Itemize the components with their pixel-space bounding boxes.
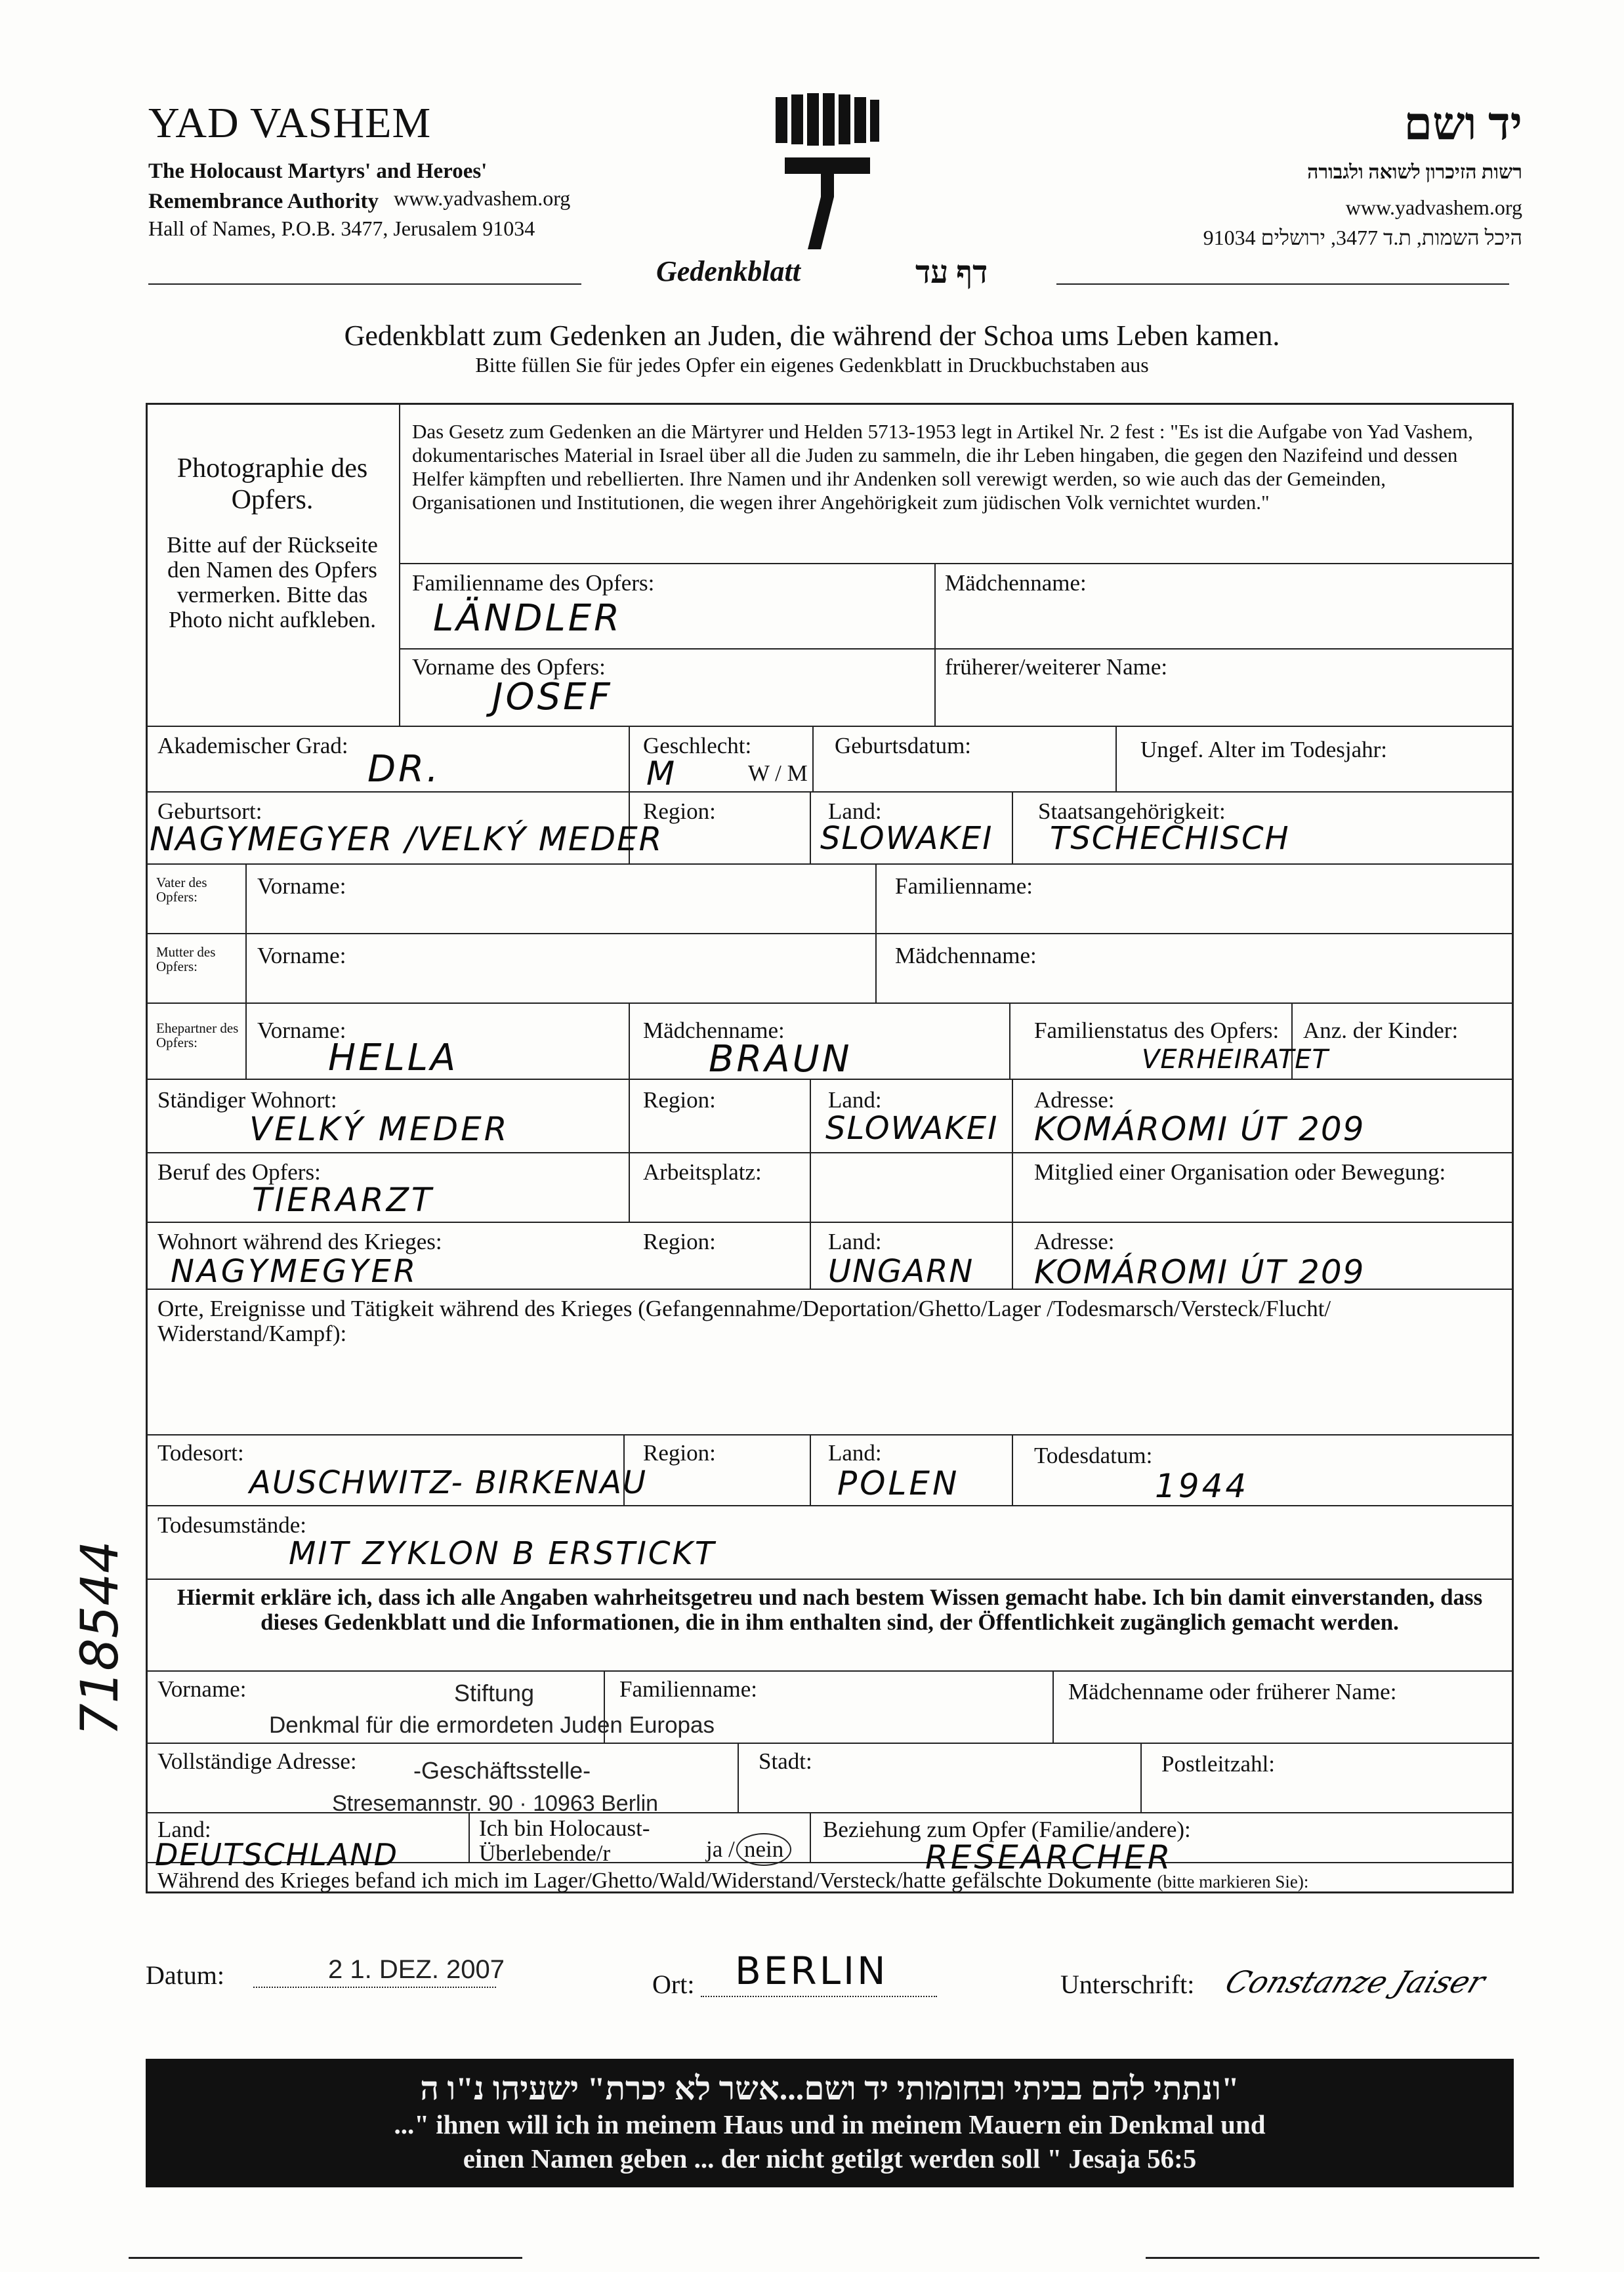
father-family-label: Familienname:	[895, 873, 1033, 899]
yad-vashem-logo-icon	[772, 92, 883, 256]
submitter-address-label: Vollständige Adresse:	[157, 1748, 357, 1774]
header-rule-right	[1056, 283, 1509, 285]
gender-label: Geschlecht:	[643, 733, 752, 758]
banner-line2: einen Namen geben ... der nicht getilgt werden soll " Jesaja 56:5	[463, 2143, 1197, 2174]
war-residence-value[interactable]: NAGYMEGYER	[171, 1253, 419, 1290]
relation-label: Beziehung zum Opfer (Familie/andere):	[823, 1817, 1191, 1842]
first-name-label: Vorname des Opfers:	[412, 654, 606, 680]
academic-label: Akademischer Grad:	[157, 733, 348, 758]
stamp-line4: Stresemannstr. 90 · 10963 Berlin	[332, 1791, 659, 1816]
form-title-hebrew: דף עד	[915, 255, 988, 290]
mother-label: Mutter des Opfers:	[156, 944, 216, 974]
residence-country-label: Land:	[828, 1087, 882, 1113]
death-date-value[interactable]: 1944	[1155, 1467, 1249, 1505]
war-residence-label: Wohnort während des Krieges:	[157, 1229, 442, 1254]
gender-options: W / M	[748, 760, 808, 786]
war-address-label: Adresse:	[1034, 1229, 1115, 1254]
header-rule-left	[148, 283, 581, 285]
father-label: Vater des Opfers:	[156, 875, 207, 905]
citizenship-value[interactable]: TSCHECHISCH	[1050, 820, 1290, 857]
mother-first-label: Vorname:	[257, 943, 346, 968]
death-country-label: Land:	[828, 1440, 882, 1466]
stamp-line2: Denkmal für die ermordeten Juden Europas	[269, 1712, 715, 1738]
citizenship-label: Staatsangehörigkeit:	[1038, 798, 1226, 824]
footer-rule-left	[129, 2257, 522, 2259]
death-region-label: Region:	[643, 1440, 716, 1466]
spouse-maiden-label: Mädchenname:	[643, 1018, 785, 1043]
profession-label: Beruf des Opfers:	[157, 1159, 321, 1185]
org-line2: Remembrance Authority	[148, 190, 379, 213]
stamp-date[interactable]: 2 1. DEZ. 2007	[328, 1955, 505, 1984]
war-region-label: Region:	[643, 1229, 716, 1254]
profession-value[interactable]: TIERARZT	[252, 1181, 434, 1219]
maiden-name-label: Mädchenname:	[945, 570, 1087, 596]
mother-maiden-label: Mädchenname:	[895, 943, 1037, 968]
scripture-banner	[146, 2059, 1514, 2187]
stamp-line3: -Geschäftsstelle-	[413, 1757, 591, 1784]
form-title: Gedenkblatt	[656, 255, 801, 287]
address-en: Hall of Names, P.O.B. 3477, Jerusalem 91034	[148, 217, 535, 240]
residence-address-label: Adresse:	[1034, 1087, 1115, 1113]
war-address-value[interactable]: KOMÁROMI ÚT 209	[1034, 1253, 1365, 1291]
spouse-maiden-value[interactable]: BRAUN	[709, 1038, 852, 1081]
residence-label: Ständiger Wohnort:	[157, 1087, 337, 1113]
workplace-label: Arbeitsplatz:	[643, 1159, 762, 1185]
banner-line1: ..." ihnen will ich in meinem Haus und in meinem Mauern ein Denkmal und	[394, 2109, 1266, 2139]
death-circ-label: Todesumstände:	[157, 1512, 306, 1538]
submitter-country-value[interactable]: DEUTSCHLAND	[155, 1837, 399, 1872]
during-war-text: Während des Krieges befand ich mich im Lager/Ghetto/Wald/Widerstand/Versteck/hatte gefälschte Dokumente	[157, 1869, 1152, 1893]
footer-rule-right	[1146, 2257, 1539, 2259]
ort-value[interactable]: BERLIN	[735, 1949, 888, 1993]
former-name-label: früherer/weiterer Name:	[945, 654, 1168, 680]
org-subtitle-hebrew: רשות הזיכרון לשואה ולגבורה	[1307, 161, 1522, 183]
residence-address-value[interactable]: KOMÁROMI ÚT 209	[1034, 1110, 1365, 1148]
website-he: www.yadvashem.org	[1345, 196, 1522, 219]
first-name-value[interactable]: JOSEF	[492, 676, 613, 718]
intro-line2: Bitte füllen Sie für jedes Opfer ein eigenes Gedenkblatt in Druckbuchstaben aus	[475, 353, 1149, 377]
birth-country-label: Land:	[828, 798, 882, 824]
org-name: YAD VASHEM	[148, 99, 432, 147]
relation-value[interactable]: RESEARCHER	[925, 1838, 1173, 1876]
academic-value[interactable]: DR.	[367, 748, 441, 791]
death-date-label: Todesdatum:	[1034, 1443, 1153, 1468]
war-events-label: Orte, Ereignisse und Tätigkeit während des Krieges (Gefangennahme/Deportation/Ghetto/Lager /Todesmarsch/Versteck/Flucht/ Widerstand/Kampf):	[157, 1296, 1331, 1346]
signature-label: Unterschrift:	[1060, 1970, 1195, 1999]
submitter-city-label: Stadt:	[759, 1748, 812, 1774]
birth-place-label: Geburtsort:	[157, 798, 262, 824]
war-country-value[interactable]: UNGARN	[828, 1253, 974, 1290]
ort-label: Ort:	[652, 1970, 695, 1999]
birth-place-value[interactable]: NAGYMEGYER /VELKÝ MEDER	[150, 820, 663, 858]
mark-note: (bitte markieren Sie):	[1157, 1872, 1309, 1891]
submitter-country-label: Land:	[157, 1817, 211, 1842]
family-name-value[interactable]: LÄNDLER	[433, 597, 623, 640]
children-label: Anz. der Kinder:	[1303, 1018, 1459, 1043]
law-text: Das Gesetz zum Gedenken an die Märtyrer und Helden 5713-1953 legt in Artikel Nr. 2 fest : "Es ist die Aufgabe von Yad Vashem, dokumentarisches Material in Israel über all die Juden zu sammeln, die ihr Leben hingaben, die gegen den Nazifeind und dessen Helfer kämpften und rebellierten. Ihre Namen und ihr Andenken soll verewigt werden, so wie auch das der Gemeinden, Organisationen und Institutionen, die wegen ihrer Angehörigkeit zum jüdischen Volk vernichtet wurden."	[412, 420, 1473, 514]
submitter-first-label: Vorname:	[157, 1676, 247, 1702]
gender-value[interactable]: M	[646, 754, 678, 793]
family-status-value[interactable]: VERHEIRATET	[1142, 1044, 1329, 1075]
photo-title: Photographie des Opfers.	[177, 453, 368, 515]
death-place-value[interactable]: AUSCHWITZ- BIRKENAU	[249, 1464, 648, 1501]
residence-value[interactable]: VELKÝ MEDER	[249, 1110, 510, 1148]
birth-date-label: Geburtsdatum:	[835, 733, 972, 758]
ort-line	[701, 1996, 937, 1997]
address-hebrew: היכל השמות, ת.ד 3477, ירושלים 91034	[1203, 226, 1522, 249]
photo-instructions	[157, 453, 387, 632]
submitter-maiden-label: Mädchenname oder früherer Name:	[1068, 1679, 1397, 1704]
member-label: Mitglied einer Organisation oder Bewegung:	[1034, 1159, 1446, 1185]
intro-line1: Gedenkblatt zum Gedenken an Juden, die während der Schoa ums Leben kamen.	[344, 320, 1280, 352]
datum-line	[253, 1987, 496, 1988]
submitter-zip-label: Postleitzahl:	[1161, 1751, 1276, 1777]
photo-text: Bitte auf der Rückseite den Namen des Opfers vermerken. Bitte das Photo nicht aufkleben.	[167, 532, 378, 632]
spouse-first-value[interactable]: HELLA	[328, 1037, 459, 1079]
family-status-label: Familienstatus des Opfers:	[1034, 1018, 1280, 1043]
stamp-line1: Stiftung	[454, 1680, 535, 1706]
residence-region-label: Region:	[643, 1087, 716, 1113]
family-name-label: Familienname des Opfers:	[412, 570, 655, 596]
birth-region-label: Region:	[643, 798, 716, 824]
father-first-label: Vorname:	[257, 873, 346, 899]
banner-hebrew: "ונתתי להם בביתי ובחומותי יד ושם...אשר לא יכרת" ישעיהו נ"ו ה	[420, 2070, 1239, 2107]
residence-country-value[interactable]: SLOWAKEI	[825, 1110, 999, 1147]
spouse-first-label: Vorname:	[257, 1018, 346, 1043]
org-name-hebrew: יד ושם	[1404, 99, 1522, 150]
during-war-label	[157, 1869, 1308, 1894]
survivor-yes[interactable]: ja /	[706, 1836, 735, 1862]
age-label: Ungef. Alter im Todesjahr:	[1140, 737, 1387, 762]
war-country-label: Land:	[828, 1229, 882, 1254]
signature-value[interactable]: Constanze Jaiser	[1220, 1964, 1490, 2000]
death-country-value[interactable]: POLEN	[837, 1464, 960, 1502]
death-place-label: Todesort:	[157, 1440, 244, 1466]
declaration-text: Hiermit erkläre ich, dass ich alle Angaben wahrheitsgetreu und nach bestem Wissen gemacht habe. Ich bin damit einverstanden, dass dieses Gedenkblatt und die Informationen, die in ihm enthalten sind, der Öffentlichkeit zugänglich gemacht werden.	[177, 1584, 1483, 1635]
side-reference-number: 718544	[71, 1540, 130, 1736]
birth-country-value[interactable]: SLOWAKEI	[820, 820, 993, 857]
submitter-family-label: Familienname:	[619, 1676, 757, 1702]
survivor-label: Ich bin Holocaust-Überlebende/r	[479, 1815, 650, 1866]
spouse-label: Ehepartner des Opfers:	[156, 1020, 239, 1050]
datum-label: Datum:	[146, 1960, 224, 1990]
death-circ-value[interactable]: MIT ZYKLON B ERSTICKT	[289, 1535, 717, 1572]
org-line1: The Holocaust Martyrs' and Heroes'	[148, 159, 488, 183]
survivor-no-circled[interactable]: nein	[736, 1833, 791, 1866]
website-en: www.yadvashem.org	[394, 186, 571, 210]
